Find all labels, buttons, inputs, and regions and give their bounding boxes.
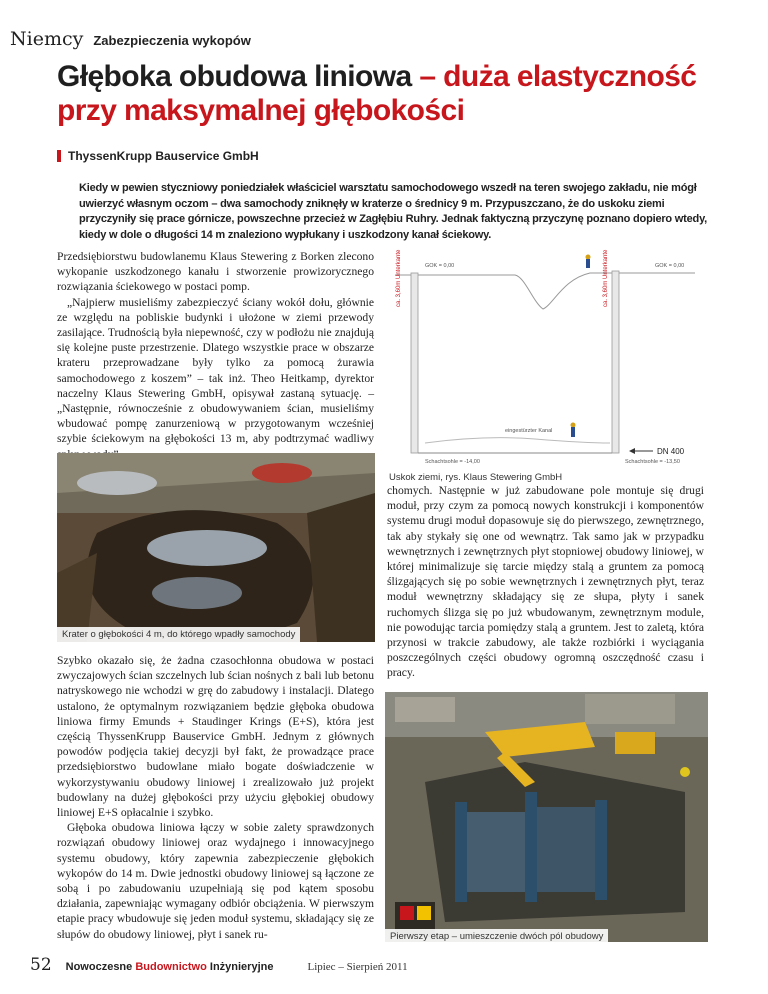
site-caption: Pierwszy etap – umieszczenie dwóch pól obudowy xyxy=(385,929,608,944)
magazine-name-part: Inżynieryjne xyxy=(206,961,274,973)
canal-label: eingestürzter Kanal xyxy=(505,428,553,434)
site-photo xyxy=(385,692,708,942)
crater-photo-illustration xyxy=(57,453,375,642)
right-wall xyxy=(612,271,619,453)
header-country: Niemcy xyxy=(10,28,84,50)
lead-paragraph: Kiedy w pewien styczniowy poniedziałek właściciel warsztatu samochodowego wszedł na teren swojego zakładu, nie mógł uwierzyć własnym oczom – dwa samochody zniknęły w kraterze o średnicy 9 m. Przypuszczano, że do uskoku ziemi przyczyniły się prace górnicze, powszechne przecież w Zagłębiu Ruhry. Jednak faktyczną przyczynę poznano dopiero wtedy, kiedy w dole o długości 14 m znaleziono wypłukany i uszkodzony kanał ściekowy. xyxy=(79,182,708,241)
worker-figure-bottom xyxy=(571,423,576,438)
paragraph: Szybko okazało się, że żadna czasochłonna obudowa w postaci zwyczajowych ścian szczelnych lub ścian nośnych z bali lub betonu natryskowego nie wchodzi w grę do zabudowy i instalacji. Dlatego ustalono, że optymalnym rozwiązaniem będzie głęboka obudowa liniowa firmy Emunds + Staudinger Krings (E+S), która jest częścią ThyssenKrupp Bauservice GmbH. Jednym z głównych powodów podjęcia takiej decyzji był fakt, że prowadzące prace przedsiębiorstwo budowlane miało bogate doświadczenie w wykorzystywaniu obudowy liniowej i zrealizowało już projekt budowlany na dużej głębokości przy użyciu głębokiej obudowy liniowej E+S opłacalnie i szybko. xyxy=(57,654,374,820)
article-title xyxy=(57,60,727,128)
diagram-caption: Uskok ziemi, rys. Klaus Stewering GmbH xyxy=(385,470,566,485)
page-footer xyxy=(30,955,408,975)
magazine-name-part: Nowoczesne xyxy=(65,961,136,973)
magazine-name xyxy=(66,961,274,973)
company-name: ThyssenKrupp Bauservice GmbH xyxy=(68,149,259,163)
diagram-svg xyxy=(385,247,708,467)
crater-caption: Krater o głębokości 4 m, do którego wpadły samochody xyxy=(57,627,300,642)
ground-line xyxy=(395,273,695,309)
column-2-text xyxy=(387,483,704,681)
paragraph: Głęboka obudowa liniowa łączy w sobie zalety sprawdzonych rozwiązań obudowy liniowej oraz wydajnego i innowacyjnego systemu obudowy, który zapewnia zabezpieczenie głębokich wykopów do 14 m. Dwie jednostki obudowy liniowej są łączone ze sobą i po zabudowaniu uzupełniają się pod kątem sposobu działania, zapewniając wymagany odbiór obciążenia. W pierwszym etapie pracy wbudowuje się jeden moduł systemu, składający się ze słupów do obudowy liniowej, płyt i sanek ru- xyxy=(57,821,374,941)
worker-figure-top xyxy=(586,255,591,269)
page-number: 52 xyxy=(30,955,52,975)
bottom-right-label: Schachtsohle = -13,50 xyxy=(625,459,680,465)
dn-arrowhead xyxy=(629,448,635,454)
cross-section-diagram xyxy=(385,247,708,467)
magazine-name-part: Budownictwo xyxy=(135,961,207,973)
column-1-lower xyxy=(57,653,374,942)
paragraph: Przedsiębiorstwu budowlanemu Klaus Stewering z Borken zlecono wykopanie uszkodzonego kanału i stworzenie prowizorycznego rozwiązania ściekowego w postaci pomp. xyxy=(57,250,374,294)
bottom-left-label: Schachtsohle = -14,00 xyxy=(425,459,480,465)
issue-date: Lipiec – Sierpień 2011 xyxy=(307,961,408,973)
author-company xyxy=(57,149,259,163)
dn-label: DN 400 xyxy=(657,447,685,456)
paragraph: „Najpierw musieliśmy zabezpieczyć ściany wokół dołu, głównie ze względu na pobliskie budynki i ułożone w ziemi przewody zasilające. Trudnością była niepewność, czy w podłożu nie znajdują się kolejne puste przestrzenie. Dlatego wszystkie prace w obszarze krateru przeprowadzane były tylko za pomocą żurawia samochodowego z koszem” – tak inż. Theo Heitkamp, dyrektor naczelny Klaus Stewering GmbH, opisywał zastaną sytuację. – „Następnie, równocześnie z obudowywaniem ścian, musieliśmy wbudować pompę zanurzeniową w przygotowanym wcześniej szybie ściekowym na głębokości 13 m, aby podtrzymać wadliwy xyxy=(57,295,374,446)
depth-label-left: ca. 3,60m Unterkante xyxy=(396,249,402,307)
depth-label-right: ca. 3,60m Unterkante xyxy=(603,249,609,307)
canal-line xyxy=(425,438,610,443)
site-photo-illustration xyxy=(385,692,708,942)
gok-right: GOK = 0,00 xyxy=(655,263,685,269)
title-main: Głęboka obudowa liniowa xyxy=(57,60,412,93)
gok-left: GOK = 0,00 xyxy=(425,263,455,269)
header-section: Zabezpieczenia wykopów xyxy=(93,33,251,48)
running-header xyxy=(10,28,251,54)
crater-photo xyxy=(57,453,375,642)
column-1-upper xyxy=(57,249,374,462)
paragraph: chomych. Następnie w już zabudowane pole montuje się drugi moduł, przy czym za pomocą nowych konstrukcji i komponentów systemu drugi moduł dopasowuje się do pierwszego, zewnętrznego, tak aby stykały się one od wewnątrz. Tak samo jak w przypadku wewnętrznych i zewnętrznych płyt stopniowej obudowy liniowej, w której minimalizuje się tarcie między stalą a gruntem za pomocą ślizgających się po sobie wewnętrznych i zewnętrznych płyt, teraz moduł wewnętrzny składający się ze słupa, płyty i sanek ruchomych ślizga się po już wbudowanym, zewnętrznym module, nie powodując tarcia pomiędzy stalą a gruntem. Jest to zaletą, która przynosi w trakcie zabudowy, ale także rozbiórki i wyciągania poszczególnych części obudowy ogromną oszczędność czasu i pracy. xyxy=(387,484,704,680)
left-wall xyxy=(411,273,418,453)
accent-bar xyxy=(57,150,61,162)
title-sub: – duża elastyczność przy maksymalnej głębokości xyxy=(57,60,697,127)
